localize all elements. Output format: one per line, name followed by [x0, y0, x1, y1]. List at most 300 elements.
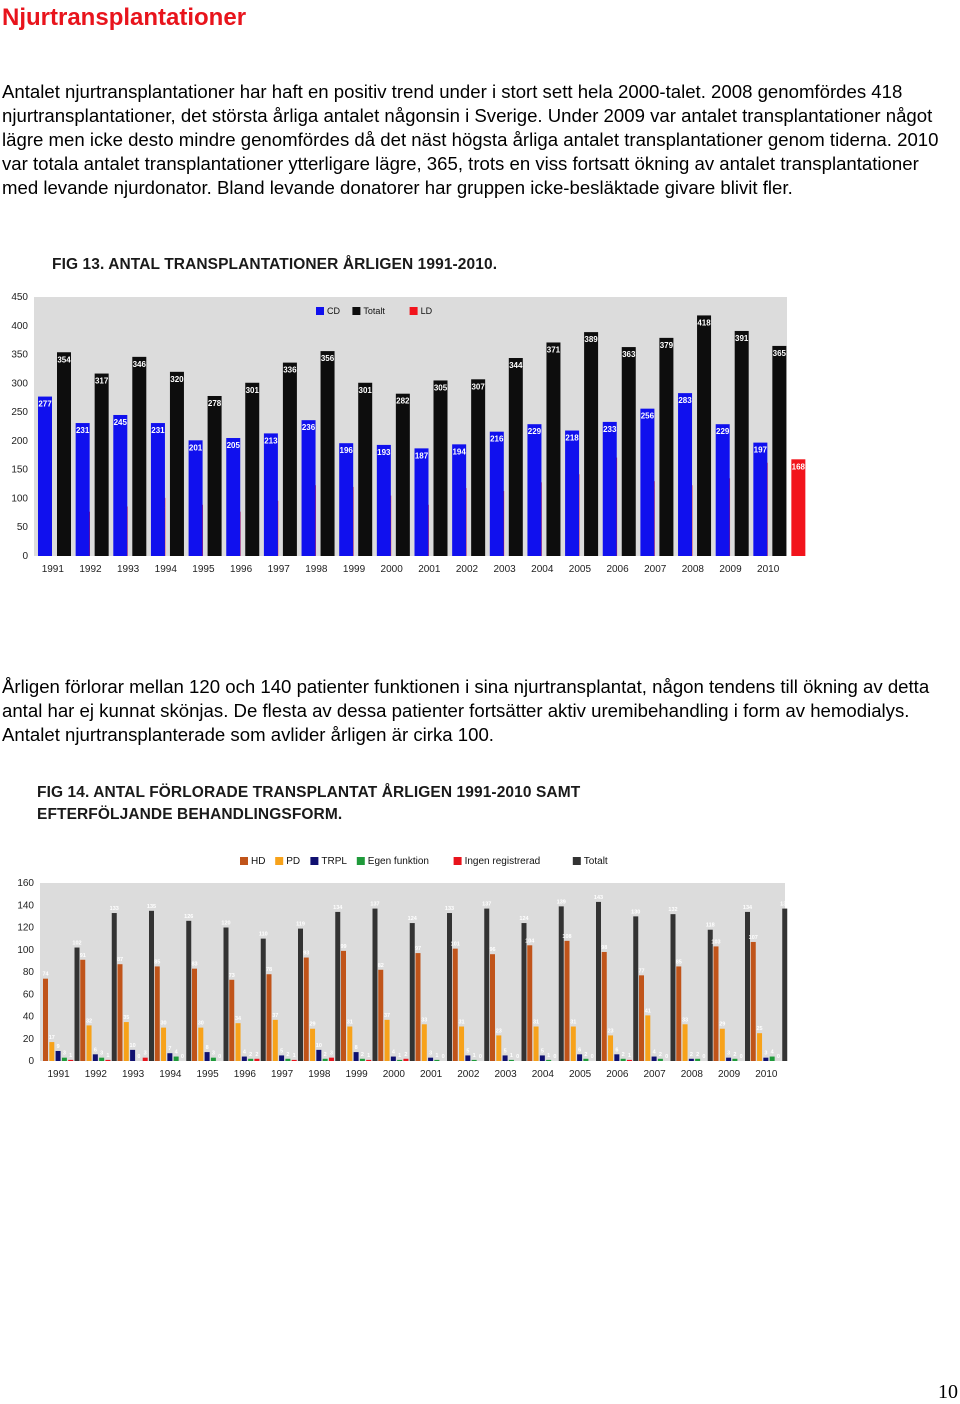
bar-totalt-2002	[471, 379, 485, 556]
bar-cd-2004	[527, 424, 541, 556]
page-title: Njurtransplantationer	[2, 4, 247, 31]
data-label: 8	[205, 1045, 209, 1052]
bar-pd-1991	[49, 1042, 54, 1061]
bar-totalt-2004	[546, 342, 560, 556]
x-tick-label: 1998	[308, 1069, 331, 1080]
legend-label: LD	[420, 306, 433, 316]
x-tick-label: 2006	[606, 1069, 629, 1080]
x-tick-label: 2005	[569, 1069, 592, 1080]
data-label: 196	[339, 446, 353, 456]
bar-cd-1994	[151, 423, 165, 556]
data-label: 307	[471, 382, 485, 392]
data-label: 1	[69, 1052, 73, 1059]
bar-pd-2003	[496, 1035, 501, 1061]
bar-egen-funktion-1997	[285, 1059, 290, 1061]
bar-totalt-2003	[509, 358, 523, 556]
data-label: 7	[168, 1046, 172, 1053]
y-tick-label: 0	[22, 551, 28, 562]
data-label: 33	[681, 1017, 689, 1024]
data-label: 365	[772, 348, 787, 358]
x-tick-label: 2006	[606, 564, 629, 575]
y-tick-label: 140	[17, 900, 34, 912]
bar-pd-2007	[645, 1015, 650, 1061]
bar-totalt-2010	[772, 346, 786, 556]
bar-totalt-2006	[622, 347, 636, 556]
bar-cd-1991	[38, 397, 52, 556]
x-tick-label: 1994	[154, 564, 177, 575]
bar-totalt-1999	[373, 909, 378, 1061]
bar-trpl-1994	[167, 1053, 172, 1061]
bar-totalt-2005	[596, 902, 601, 1061]
bar-trpl-2000	[391, 1057, 396, 1061]
data-label: 0	[665, 1054, 669, 1060]
bar-hd-2006	[602, 952, 607, 1061]
bar-trpl-2007	[652, 1057, 657, 1061]
x-tick-label: 1992	[79, 564, 102, 575]
x-tick-label: 2001	[420, 1069, 443, 1080]
data-label: 102	[72, 940, 82, 947]
bar-totalt-2007	[671, 914, 676, 1061]
bar-cd-2005	[565, 431, 579, 556]
data-label: 0	[180, 1054, 184, 1060]
data-label: 0	[776, 1054, 780, 1060]
bar-trpl-2001	[428, 1058, 433, 1061]
legend-swatch-totalt	[352, 307, 360, 315]
graft-loss-paragraph: Årligen förlorar mellan 120 och 140 patienter funktionen i sina njurtransplantat, någon tendens till ökning av detta antal har ej kunnat skönjas. De flesta av dessa patienter fortsätter aktiv uremibehandling i form av hemodialys. Antalet njurtransplanterade som avlider årligen är cirka 100.	[2, 676, 930, 745]
bar-totalt-1996	[261, 939, 266, 1061]
data-label: 391	[735, 333, 749, 343]
y-tick-label: 150	[11, 464, 28, 476]
bar-totalt-2002	[484, 909, 489, 1061]
bar-pd-2004	[534, 1027, 539, 1061]
legend-label: CD	[327, 306, 340, 316]
bar-pd-1992	[87, 1025, 92, 1061]
x-tick-label: 2009	[718, 1069, 741, 1080]
legend-label: PD	[286, 856, 301, 867]
bar-cd-2000	[377, 445, 391, 556]
data-label: 3	[329, 1050, 333, 1057]
y-tick-label: 250	[11, 407, 28, 419]
bar-pd-1994	[161, 1028, 166, 1061]
data-label: 0	[478, 1054, 482, 1060]
legend-swatch-ingen-registrerad	[454, 857, 462, 865]
bar-trpl-2008	[689, 1059, 694, 1061]
x-tick-label: 1995	[192, 564, 215, 575]
data-label: 5	[540, 1048, 544, 1055]
bar-egen-funktion-2005	[583, 1059, 588, 1061]
bar-totalt-1993	[132, 357, 146, 556]
x-tick-label: 1997	[271, 1069, 294, 1080]
data-label: 2	[286, 1051, 290, 1058]
bar-egen-funktion-1992	[99, 1058, 104, 1061]
data-label: 133	[444, 906, 455, 913]
bar-totalt-1995	[224, 928, 229, 1062]
legend-swatch-totalt	[573, 857, 581, 865]
data-label: 4	[391, 1049, 395, 1056]
data-label: 233	[603, 424, 617, 434]
data-label: 107	[748, 934, 758, 941]
data-label: 5	[503, 1048, 507, 1055]
bar-totalt-2000	[410, 923, 415, 1061]
data-label: 5	[280, 1048, 284, 1055]
bar-cd-2001	[415, 448, 429, 556]
bar-trpl-1997	[279, 1055, 284, 1061]
data-label: 120	[221, 920, 231, 927]
bar-trpl-1999	[354, 1052, 359, 1061]
bar-ingen-registrerad-1991	[68, 1060, 73, 1061]
bar-trpl-1993	[130, 1050, 135, 1061]
bar-totalt-1994	[186, 921, 191, 1061]
legend-label: HD	[251, 856, 266, 867]
plot-area	[34, 297, 787, 556]
data-label: 1	[509, 1052, 513, 1059]
data-label: 31	[346, 1019, 353, 1026]
bar-totalt-2001	[434, 380, 448, 556]
bar-trpl-1992	[93, 1054, 98, 1061]
bar-totalt-2008	[708, 930, 713, 1061]
bar-totalt-1998	[335, 912, 340, 1061]
x-tick-label: 2007	[644, 564, 667, 575]
data-label: 32	[85, 1018, 93, 1025]
data-label: 82	[377, 962, 384, 969]
y-tick-label: 20	[22, 1033, 34, 1045]
data-label: 371	[546, 345, 561, 355]
bar-hd-1991	[43, 979, 48, 1061]
bar-egen-funktion-2006	[621, 1059, 626, 1061]
bar-hd-1992	[80, 960, 85, 1061]
bar-egen-funktion-2003	[509, 1060, 514, 1061]
bar-totalt-1993	[149, 911, 154, 1061]
y-tick-label: 120	[17, 922, 34, 934]
bar-hd-1998	[304, 958, 309, 1061]
data-label: 1	[435, 1052, 439, 1059]
data-label: 197	[753, 445, 768, 455]
y-tick-label: 160	[17, 878, 34, 889]
data-label: 6	[615, 1047, 619, 1054]
data-label: 0	[590, 1054, 594, 1060]
bar-hd-2003	[490, 954, 495, 1061]
bar-totalt-2009	[735, 331, 749, 556]
data-label: 187	[414, 451, 429, 461]
x-tick-label: 1991	[47, 1069, 70, 1080]
data-label: 41	[644, 1008, 651, 1015]
data-label: 34	[234, 1016, 242, 1023]
legend-label: Totalt	[363, 306, 385, 316]
bar-hd-1995	[192, 969, 197, 1061]
data-label: 33	[421, 1017, 428, 1024]
data-label: 216	[490, 434, 504, 444]
y-tick-label: 200	[11, 435, 28, 447]
bar-egen-funktion-2001	[434, 1060, 439, 1061]
bar-totalt-1998	[321, 351, 335, 556]
data-label: 2	[323, 1051, 327, 1058]
data-label: 229	[716, 427, 730, 437]
x-tick-label: 1997	[267, 564, 290, 575]
bar-hd-2010	[751, 942, 756, 1061]
bar-pd-1999	[347, 1027, 352, 1061]
x-tick-label: 1993	[117, 564, 140, 575]
bar-totalt-2005	[584, 332, 598, 556]
x-tick-label: 2009	[719, 564, 742, 575]
data-label: 137	[482, 901, 492, 908]
data-label: 97	[414, 946, 422, 953]
y-tick-label: 0	[28, 1056, 34, 1067]
bar-hd-1999	[341, 951, 346, 1061]
data-label: 282	[396, 396, 410, 406]
data-label: 137	[370, 901, 380, 908]
bar-pd-2006	[608, 1035, 613, 1061]
data-label: 2	[404, 1051, 408, 1058]
bar-totalt-1995	[208, 396, 222, 556]
data-label: 98	[601, 944, 608, 951]
data-label: 124	[407, 916, 417, 923]
data-label: 0	[441, 1054, 445, 1060]
bar-egen-funktion-2010	[770, 1057, 775, 1061]
data-label: 301	[245, 385, 259, 395]
data-label: 134	[742, 904, 753, 911]
bar-trpl-2003	[503, 1055, 508, 1061]
data-label: 103	[711, 939, 721, 946]
x-tick-label: 2005	[568, 564, 592, 575]
data-label: 30	[197, 1020, 204, 1027]
data-label: 205	[226, 441, 240, 451]
x-tick-label: 2007	[643, 1069, 666, 1080]
data-label: 118	[705, 922, 715, 929]
data-label: 0	[702, 1054, 706, 1060]
data-label: 344	[509, 361, 523, 371]
data-label: 1	[106, 1052, 110, 1059]
bar-ingen-registrerad-1997	[292, 1060, 297, 1061]
data-label: 1	[398, 1052, 402, 1059]
bar-totalt-2006	[633, 916, 638, 1061]
bar-pd-2000	[385, 1020, 390, 1061]
x-tick-label: 2000	[382, 1069, 405, 1080]
bar-trpl-1995	[205, 1052, 210, 1061]
data-label: 0	[739, 1054, 743, 1060]
data-label: 29	[719, 1021, 726, 1028]
data-label: 2	[733, 1051, 737, 1058]
y-tick-label: 300	[11, 378, 28, 390]
x-tick-label: 2010	[757, 564, 780, 575]
bar-egen-funktion-1998	[323, 1059, 328, 1061]
bar-hd-2004	[527, 945, 532, 1061]
data-label: 30	[160, 1020, 167, 1027]
data-label: 4	[652, 1049, 656, 1056]
fig14-chart	[0, 848, 960, 1088]
legend-label: TRPL	[321, 856, 347, 867]
data-label: 277	[38, 399, 52, 409]
bar-totalt-2001	[447, 913, 452, 1061]
legend-swatch-ld	[410, 307, 418, 315]
bar-egen-funktion-2004	[546, 1060, 551, 1061]
bar-hd-2007	[639, 975, 644, 1061]
data-label: 83	[191, 961, 198, 968]
x-tick-label: 2003	[494, 1069, 517, 1080]
data-label: 317	[94, 376, 109, 386]
bar-cd-2003	[490, 432, 504, 556]
bar-cd-1993	[113, 415, 127, 556]
data-label: 110	[258, 931, 268, 938]
data-label: 93	[303, 950, 310, 957]
data-label: 301	[358, 385, 372, 395]
data-label: 0	[218, 1054, 222, 1060]
y-tick-label: 50	[16, 522, 28, 534]
data-label: 193	[377, 447, 391, 457]
x-tick-label: 2002	[457, 1069, 480, 1080]
fig13-title: FIG 13. ANTAL TRANSPLANTATIONER ÅRLIGEN 1991-2010.	[52, 256, 498, 273]
data-label: 2	[249, 1051, 253, 1058]
x-tick-label: 2008	[681, 564, 704, 575]
x-tick-label: 1999	[342, 564, 366, 575]
data-label: 132	[668, 907, 678, 914]
x-tick-label: 2002	[455, 564, 479, 575]
legend-label: Egen funktion	[367, 856, 429, 867]
bar-pd-2005	[571, 1027, 576, 1061]
data-label: 139	[556, 899, 566, 906]
data-label: 0	[516, 1054, 520, 1060]
data-label: 8	[354, 1045, 358, 1052]
y-tick-label: 40	[22, 1011, 34, 1023]
bar-pd-2001	[422, 1024, 427, 1061]
bar-cd-2006	[603, 422, 617, 556]
data-label: 35	[123, 1015, 130, 1022]
data-label: 9	[56, 1043, 60, 1050]
data-label: 5	[466, 1048, 470, 1055]
bar-totalt-1996	[245, 383, 259, 556]
bar-totalt-2004	[559, 906, 564, 1061]
data-label: 10	[315, 1042, 322, 1049]
data-label: 2	[696, 1051, 700, 1058]
bar-totalt-2008	[697, 315, 711, 556]
legend-label: Ingen registrerad	[464, 856, 541, 867]
data-label: 104	[525, 938, 535, 945]
bar-pd-1993	[124, 1022, 129, 1061]
legend-label: Totalt	[583, 856, 608, 867]
data-label: 236	[301, 423, 316, 433]
bar-trpl-2004	[540, 1055, 545, 1061]
bar-totalt-1997	[283, 363, 297, 556]
bar-pd-2009	[720, 1029, 725, 1061]
bar-egen-funktion-1996	[248, 1059, 253, 1061]
data-label: 3	[764, 1050, 768, 1057]
bar-ingen-registrerad-1992	[105, 1060, 110, 1061]
data-label: 1	[627, 1052, 631, 1059]
y-tick-label: 100	[17, 944, 34, 956]
bar-hd-1996	[229, 980, 234, 1061]
bar-totalt-1997	[298, 929, 303, 1061]
data-label: 305	[433, 383, 448, 393]
data-label: 119	[296, 921, 305, 928]
data-label: 245	[113, 417, 127, 427]
bar-totalt-1991	[57, 352, 71, 556]
data-label: 137	[780, 901, 790, 908]
data-label: 0	[137, 1054, 141, 1060]
x-tick-label: 1993	[122, 1069, 145, 1080]
data-label: 2	[360, 1051, 364, 1058]
data-label: 278	[207, 398, 222, 408]
x-tick-label: 1996	[229, 564, 253, 575]
data-label: 1	[547, 1052, 551, 1059]
bar-cd-1997	[264, 433, 278, 556]
legend-swatch-pd	[275, 857, 283, 865]
data-label: 23	[495, 1028, 502, 1035]
bar-totalt-1991	[75, 948, 80, 1061]
data-label: 3	[211, 1050, 215, 1057]
data-label: 130	[631, 909, 641, 916]
bar-trpl-1996	[242, 1057, 247, 1061]
data-label: 320	[170, 374, 184, 384]
data-label: 31	[570, 1019, 577, 1026]
bar-hd-1997	[267, 974, 272, 1061]
bar-cd-2010	[753, 443, 767, 556]
data-label: 25	[756, 1026, 763, 1033]
bar-trpl-1991	[56, 1051, 61, 1061]
y-tick-label: 80	[22, 967, 34, 978]
x-tick-label: 2001	[418, 564, 441, 575]
data-label: 126	[184, 913, 194, 920]
bar-cd-1999	[339, 443, 353, 556]
data-label: 85	[675, 959, 682, 966]
data-label: 229	[527, 427, 542, 437]
bar-hd-2002	[453, 949, 458, 1061]
bar-totalt-1994	[170, 372, 184, 556]
data-label: 143	[593, 894, 604, 901]
data-label: 37	[272, 1012, 279, 1019]
data-label: 363	[622, 350, 636, 360]
bar-ingen-registrerad-2000	[403, 1059, 408, 1061]
data-label: 99	[340, 943, 347, 950]
bar-totalt-2007	[659, 338, 673, 556]
bar-cd-2008	[678, 393, 692, 556]
bar-trpl-2002	[465, 1055, 470, 1061]
data-label: 2	[689, 1051, 693, 1058]
data-label: 96	[489, 947, 496, 954]
legend-swatch-cd	[316, 307, 324, 315]
data-label: 194	[452, 447, 466, 457]
fig13-chart	[0, 280, 960, 580]
bar-hd-2005	[565, 941, 570, 1061]
bar-totalt-1999	[358, 383, 372, 556]
bar-pd-1998	[310, 1029, 315, 1061]
bar-egen-funktion-1999	[360, 1059, 365, 1061]
bar-pd-2010	[757, 1033, 762, 1061]
data-label: 101	[450, 941, 460, 948]
data-label: 3	[727, 1050, 731, 1057]
x-tick-label: 2004	[531, 1069, 554, 1080]
bar-trpl-1998	[316, 1050, 321, 1061]
bar-cd-2002	[452, 444, 466, 556]
data-label: 1	[292, 1052, 296, 1059]
data-label: 73	[228, 972, 235, 979]
x-tick-label: 1992	[84, 1069, 107, 1080]
bar-trpl-2005	[577, 1054, 582, 1061]
data-label: 1	[367, 1052, 371, 1059]
x-tick-label: 1994	[159, 1069, 182, 1080]
bar-egen-funktion-1994	[174, 1057, 179, 1061]
x-tick-label: 1999	[345, 1069, 368, 1080]
data-label: 2	[621, 1051, 625, 1058]
data-label: 0	[553, 1054, 557, 1060]
data-label: 418	[697, 318, 711, 328]
bar-totalt-1992	[95, 374, 109, 556]
bar-cd-1992	[76, 423, 90, 556]
data-label: 23	[607, 1028, 614, 1035]
data-label: 218	[565, 433, 579, 443]
data-label: 354	[57, 355, 71, 365]
bar-ld-2010	[791, 459, 805, 556]
bar-ingen-registrerad-2006	[627, 1060, 632, 1061]
data-label: 201	[188, 443, 203, 453]
